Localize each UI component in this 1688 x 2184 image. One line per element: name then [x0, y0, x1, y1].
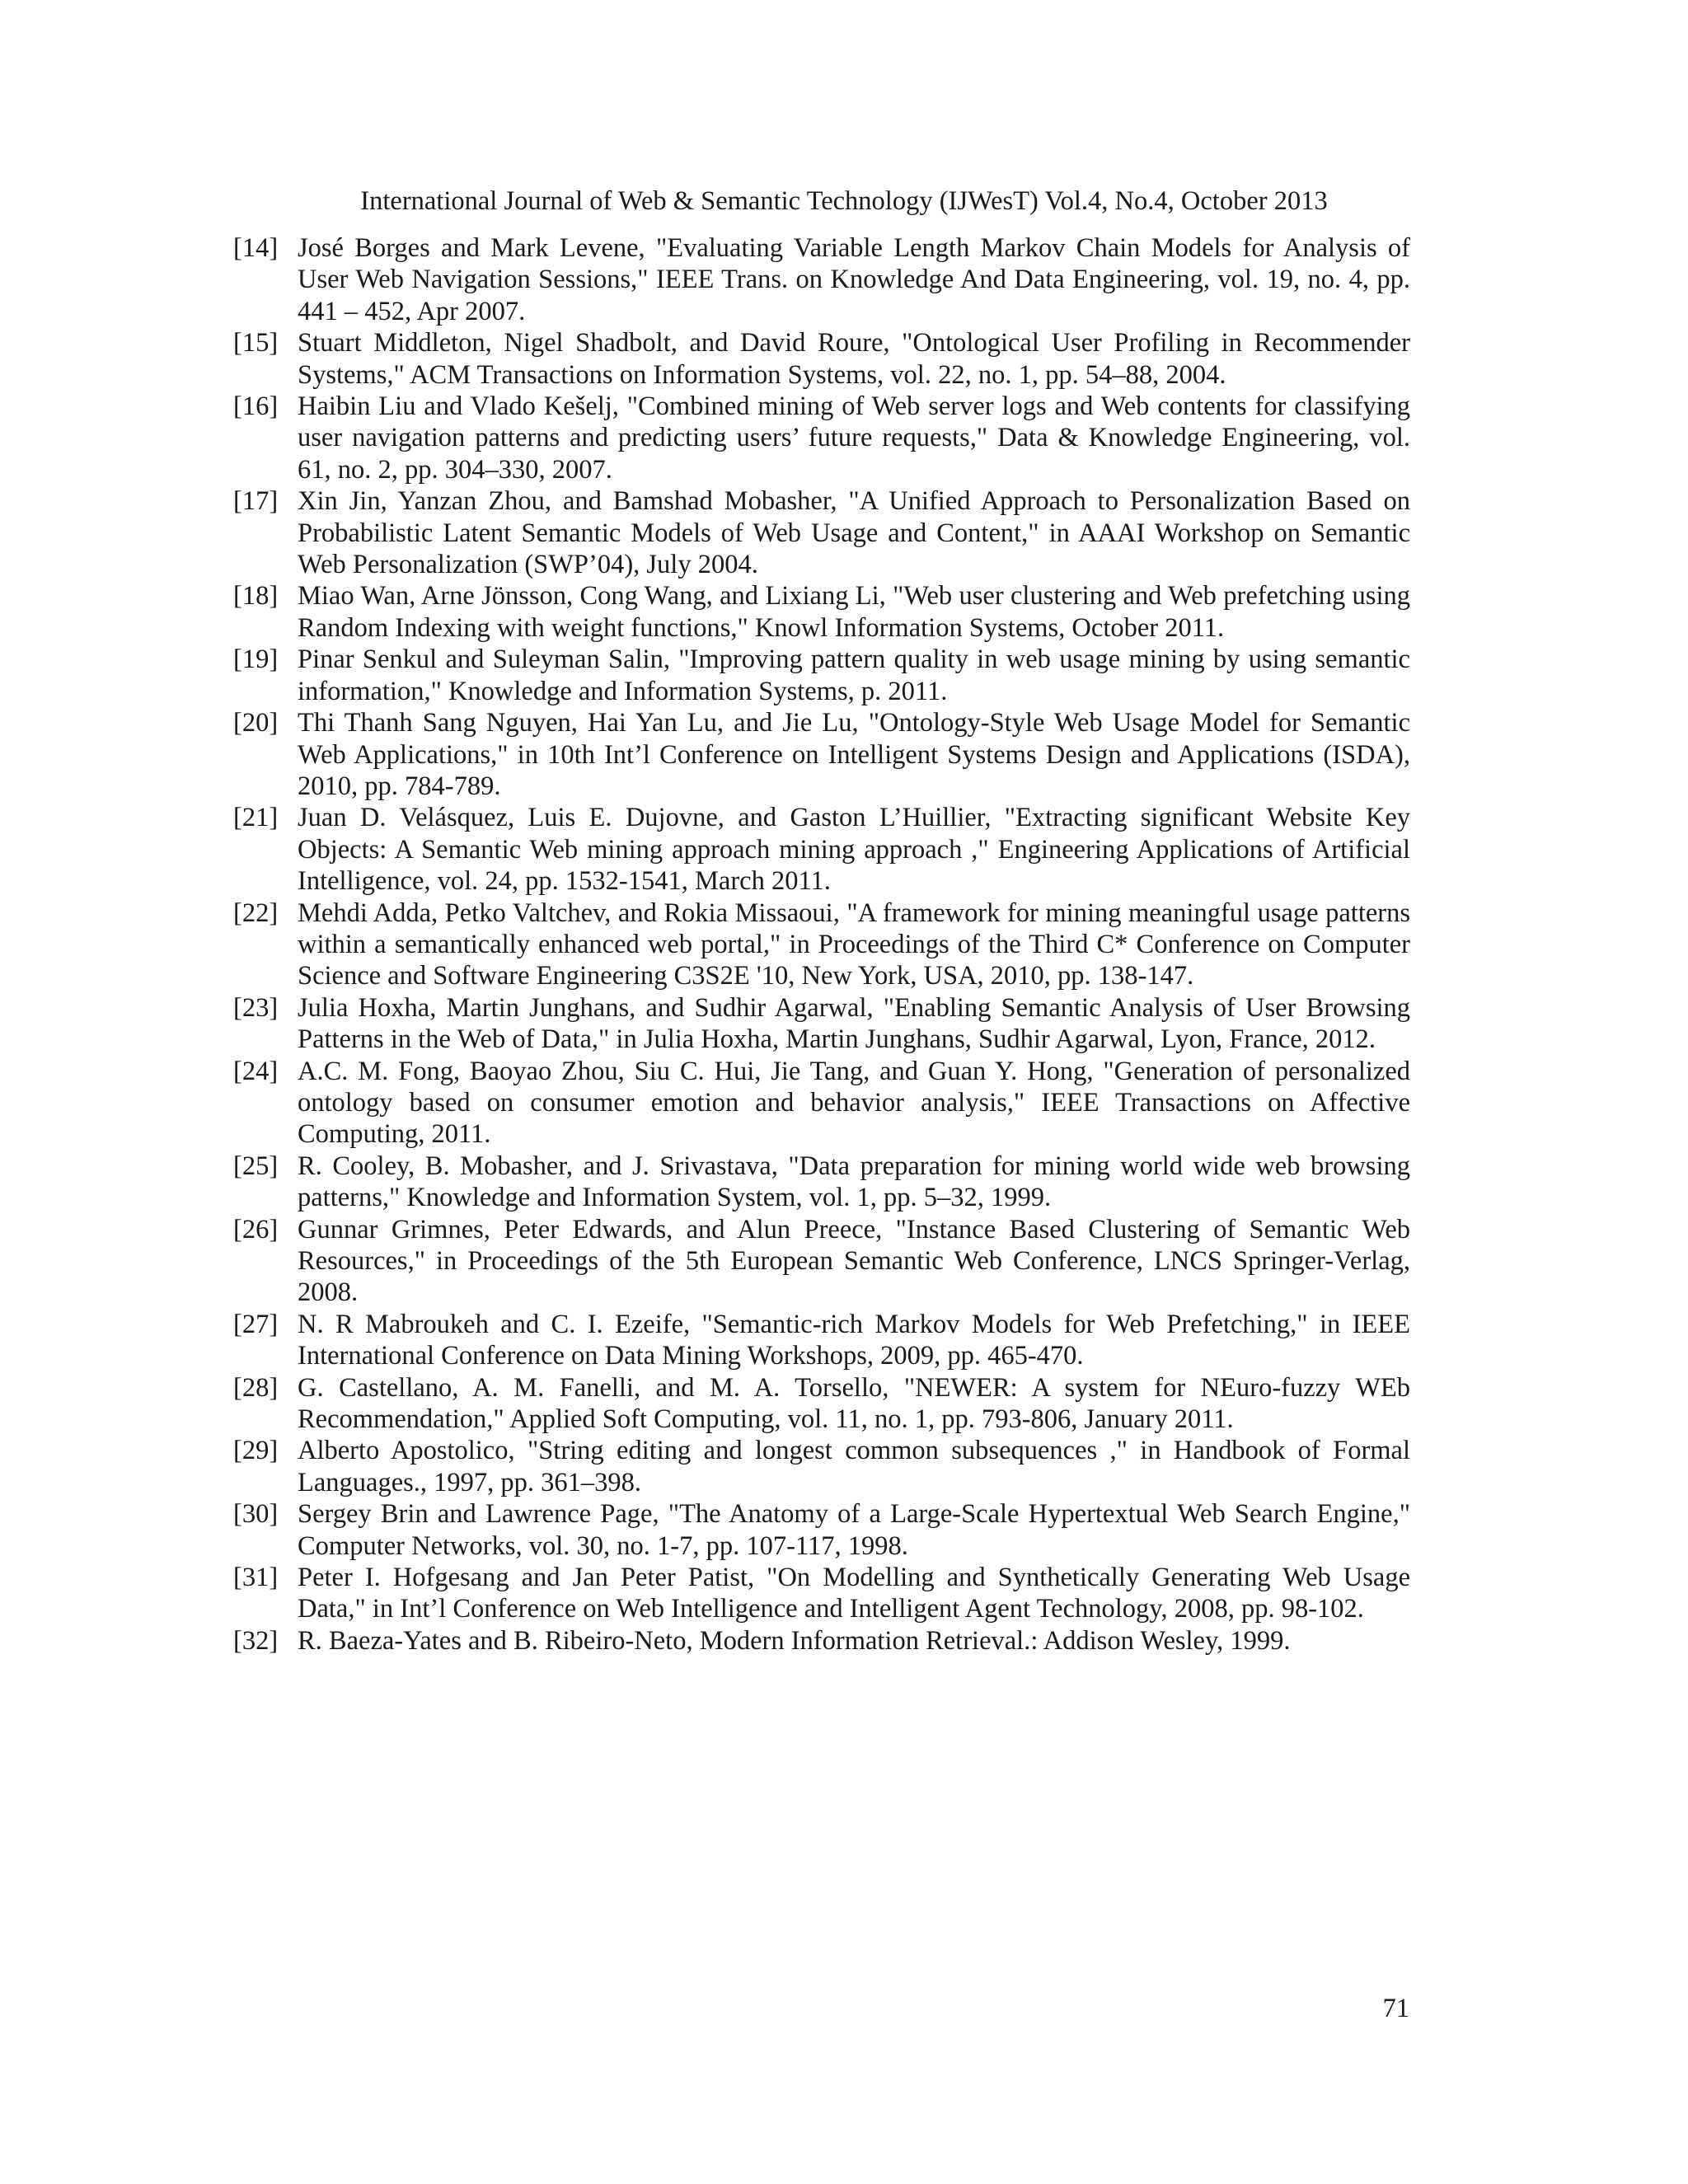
reference-text: Mehdi Adda, Petko Valtchev, and Rokia Missaoui, "A framework for mining meaningful usage patterns within a semantically enhanced web portal," in Proceedings of the Third C* Conference on Computer Science and Software Engineering C3S2E '10, New York, USA, 2010, pp. 138-147.	[298, 898, 1410, 991]
reference-text: N. R Mabroukeh and C. I. Ezeife, "Semantic-rich Markov Models for Web Prefetching," in IEEE International Conference on Data Mining Workshops, 2009, pp. 465-470.	[298, 1309, 1410, 1371]
reference-number: [30]	[233, 1499, 279, 1530]
page-number: 71	[1382, 1994, 1409, 2023]
reference-text: Pinar Senkul and Suleyman Salin, "Improving pattern quality in web usage mining by using semantic information," Knowledge and Information Systems, p. 2011.	[298, 644, 1410, 706]
reference-text: Juan D. Velásquez, Luis E. Dujovne, and Gaston L’Huillier, "Extracting significant Website Key Objects: A Semantic Web mining approach mining approach ," Engineering Applications of Artificial Intelligence, vol. 24, pp. 1532-1541, March 2011.	[298, 803, 1410, 897]
reference-item	[233, 580, 1410, 644]
reference-number: [27]	[233, 1309, 279, 1339]
reference-item	[233, 1214, 1410, 1309]
reference-item	[233, 1056, 1410, 1151]
reference-text: Gunnar Grimnes, Peter Edwards, and Alun Preece, "Instance Based Clustering of Semantic Web Resources," in Proceedings of the 5th European Semantic Web Conference, LNCS Springer-Verlag, 2008.	[298, 1214, 1410, 1308]
reference-number: [19]	[233, 644, 279, 675]
journal-running-header: International Journal of Web & Semantic Technology (IJWesT) Vol.4, No.4, October 2013	[360, 186, 1328, 216]
reference-item	[233, 992, 1410, 1056]
reference-number: [18]	[233, 581, 279, 612]
reference-text: Haibin Liu and Vlado Kešelj, "Combined mining of Web server logs and Web contents for classifying user navigation patterns and predicting users’ future requests," Data & Knowledge Engineering, vol. 61, no. 2, pp. 304–330, 2007.	[298, 391, 1410, 485]
reference-text: R. Cooley, B. Mobasher, and J. Srivastava, "Data preparation for mining world wide web browsing patterns," Knowledge and Information System, vol. 1, pp. 5–32, 1999.	[298, 1151, 1410, 1213]
reference-number: [26]	[233, 1214, 279, 1244]
reference-number: [22]	[233, 898, 279, 928]
reference-number: [20]	[233, 708, 279, 738]
reference-text: Julia Hoxha, Martin Junghans, and Sudhir Agarwal, "Enabling Semantic Analysis of User Browsing Patterns in the Web of Data," in Julia Hoxha, Martin Junghans, Sudhir Agarwal, Lyon, France, 2012.	[298, 992, 1410, 1055]
reference-number: [17]	[233, 486, 279, 517]
reference-item	[233, 1151, 1410, 1214]
reference-number: [31]	[233, 1563, 279, 1593]
reference-item	[233, 327, 1410, 391]
reference-text: José Borges and Mark Levene, "Evaluating Variable Length Markov Chain Models for Analysis of User Web Navigation Sessions," IEEE Trans. on Knowledge And Data Engineering, vol. 19, no. 4, pp. 441 – 452, Apr 2007.	[298, 233, 1410, 326]
reference-item	[233, 644, 1410, 707]
reference-text: A.C. M. Fong, Baoyao Zhou, Siu C. Hui, Jie Tang, and Guan Y. Hong, "Generation of personalized ontology based on consumer emotion and behavior analysis," IEEE Transactions on Affective Computing, 2011.	[298, 1056, 1410, 1150]
reference-item	[233, 1625, 1410, 1657]
reference-number: [15]	[233, 328, 279, 359]
reference-list	[233, 232, 1410, 1657]
reference-item	[233, 485, 1410, 580]
reference-item	[233, 1562, 1410, 1625]
reference-text: Xin Jin, Yanzan Zhou, and Bamshad Mobasher, "A Unified Approach to Personalization Based on Probabilistic Latent Semantic Models of Web Usage and Content," in AAAI Workshop on Semantic Web Personalization (SWP’04), July 2004.	[298, 486, 1410, 580]
reference-number: [16]	[233, 391, 279, 422]
reference-number: [24]	[233, 1056, 279, 1086]
reference-text: Stuart Middleton, Nigel Shadbolt, and David Roure, "Ontological User Profiling in Recommender Systems," ACM Transactions on Information Systems, vol. 22, no. 1, pp. 54–88, 2004.	[298, 328, 1410, 390]
reference-text: Thi Thanh Sang Nguyen, Hai Yan Lu, and Jie Lu, "Ontology-Style Web Usage Model for Semantic Web Applications," in 10th Int’l Conference on Intelligent Systems Design and Applications (ISDA), 2010, pp. 784-789.	[298, 708, 1410, 801]
reference-item	[233, 1372, 1410, 1436]
reference-item	[233, 802, 1410, 897]
reference-item	[233, 898, 1410, 992]
reference-item	[233, 707, 1410, 802]
reference-text: Peter I. Hofgesang and Jan Peter Patist, "On Modelling and Synthetically Generating Web Usage Data," in Int’l Conference on Web Intelligence and Intelligent Agent Technology, 2008, pp. 98-102.	[298, 1563, 1410, 1624]
reference-text: Sergey Brin and Lawrence Page, "The Anatomy of a Large-Scale Hypertextual Web Search Engine," Computer Networks, vol. 30, no. 1-7, pp. 107-117, 1998.	[298, 1499, 1410, 1561]
reference-text: Miao Wan, Arne Jönsson, Cong Wang, and Lixiang Li, "Web user clustering and Web prefetching using Random Indexing with weight functions," Knowl Information Systems, October 2011.	[298, 581, 1410, 643]
reference-number: [14]	[233, 233, 279, 263]
reference-text: R. Baeza-Yates and B. Ribeiro-Neto, Modern Information Retrieval.: Addison Wesley, 1999.	[298, 1625, 1291, 1656]
reference-number: [29]	[233, 1436, 279, 1466]
reference-item	[233, 1309, 1410, 1372]
reference-number: [32]	[233, 1625, 279, 1656]
reference-number: [21]	[233, 803, 279, 833]
reference-item	[233, 391, 1410, 485]
reference-text: Alberto Apostolico, "String editing and longest common subsequences ," in Handbook of Formal Languages., 1997, pp. 361–398.	[298, 1436, 1410, 1497]
reference-item	[233, 232, 1410, 327]
reference-number: [25]	[233, 1151, 279, 1181]
reference-item	[233, 1498, 1410, 1562]
reference-number: [28]	[233, 1372, 279, 1403]
reference-item	[233, 1435, 1410, 1498]
reference-text: G. Castellano, A. M. Fanelli, and M. A. Torsello, "NEWER: A system for NEuro-fuzzy WEb Recommendation," Applied Soft Computing, vol. 11, no. 1, pp. 793-806, January 2011.	[298, 1372, 1410, 1435]
reference-number: [23]	[233, 992, 279, 1023]
